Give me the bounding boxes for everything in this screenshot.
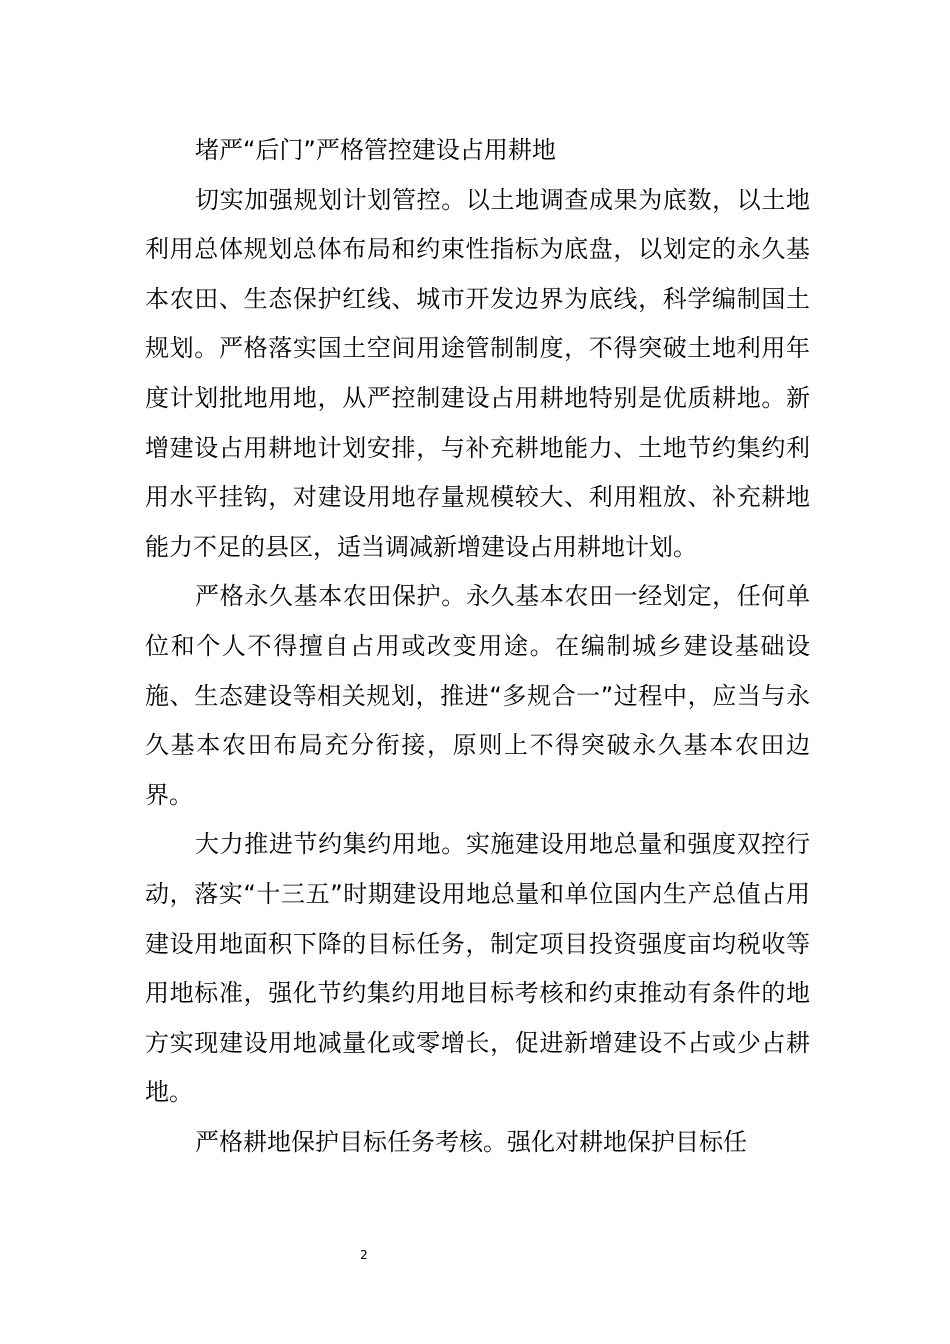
paragraph-planning-control: 切实加强规划计划管控。以土地调查成果为底数，以土地利用总体规划总体布局和约束性指标为底盘，以划定的永久基本农田、生态保护红线、城市开发边界为底线，科学编制国土规划。严格落实国土空间用途管制制度，不得突破土地利用年度计划批地用地，从严控制建设占用耕地特别是优质耕地。新增建设占用耕地计划安排，与补充耕地能力、土地节约集约利用水平挂钩，对建设用地存量规模较大、利用粗放、补充耕地能力不足的县区，适当调减新增建设占用耕地计划。 <box>145 185 810 561</box>
paragraph-land-saving: 大力推进节约集约用地。实施建设用地总量和强度双控行动，落实“十三五”时期建设用地总量和单位国内生产总值占用建设用地面积下降的目标任务，制定项目投资强度亩均税收等用地标准，强化节约集约用地目标考核和约束推动有条件的地方实现建设用地减量化或零增长，促进新增建设不占或少占耕地。 <box>145 830 810 1107</box>
section-heading: 堵严“后门”严格管控建设占用耕地 <box>195 136 556 164</box>
paragraph-farmland-protection: 严格永久基本农田保护。永久基本农田一经划定，任何单位和个人不得擅自占用或改变用途。在编制城乡建设基础设施、生态建设等相关规划，推进“多规合一”过程中，应当与永久基本农田布局充分衔接，原则上不得突破永久基本农田边界。 <box>145 582 810 809</box>
page-number: 2 <box>360 1248 368 1262</box>
body-text <box>145 126 810 1167</box>
paragraph-target-assessment: 严格耕地保护目标任务考核。强化对耕地保护目标任 <box>195 1127 747 1156</box>
